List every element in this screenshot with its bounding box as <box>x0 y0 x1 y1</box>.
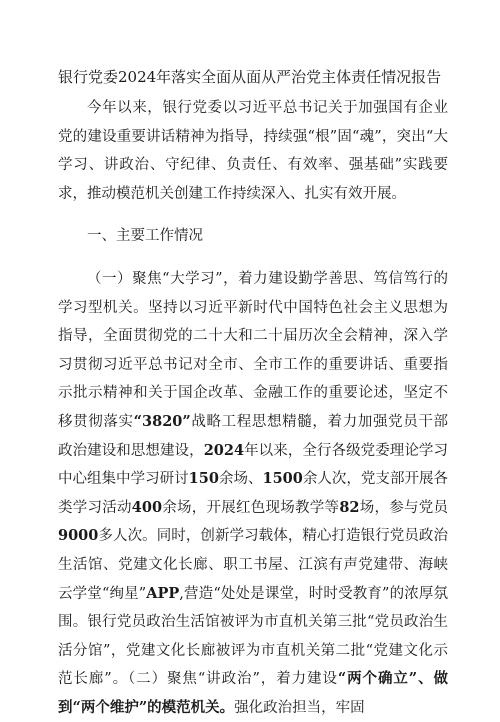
body-bold-text: “3820” <box>133 412 191 430</box>
body-bold-text: 2024 <box>203 441 245 459</box>
document-title: 银行党委2024年落实全面从面从严治党主体责任情况报告 <box>58 68 442 86</box>
body-bold-text: 1500 <box>262 470 303 488</box>
body-text: （一）聚焦“大学习”，着力建设勤学善思、笃信笃行的学习型机关。坚持以习近平新时代中国特色社会主义思想为指导，全面贯彻党的二十大和二十届历次全会精神，深入学习贯彻习近平总书记对全市、全市工作的重要讲话、重要指示批示精神和关于国企改革、金融工作的重要论述，坚定不移贯彻落实 <box>58 270 448 430</box>
body-text: 战略工程思想精髓，着力加强党员干部政治建设和思想建设， <box>58 413 448 459</box>
body-bold-text: 150 <box>188 470 219 488</box>
body-bold-text: APP <box>146 584 180 602</box>
body-bold-text: “两个确立”、做到“两个维护”的模范机关。 <box>58 670 448 716</box>
body-bold-text: 82 <box>339 498 360 516</box>
body-text: ,营造“处处是课堂，时时受教育”的浓厚氛围。银行党员政治生活馆被评为市直机关第三批“党员政治生活分馆”，党建文化长廊被评为市直机关第二批“党建文化示范长廊”。（二）聚焦“讲政治”，着力建设 <box>58 585 449 688</box>
body-text: 余场，开展红色现场教学等 <box>162 499 340 516</box>
body-text: 年以来，全行各级党委理论学习中心组集中学习研讨 <box>58 442 449 488</box>
body-bold-text: 400 <box>131 498 163 516</box>
section-heading: 一、主要工作情况 <box>87 228 203 245</box>
body-text: 余人次，党支部开展各类学习活动 <box>58 471 448 516</box>
body-text: 场，参与党员 <box>359 499 449 516</box>
body-text: 余场、 <box>218 471 263 488</box>
body-text: 强化政治担当，牢固 <box>234 699 365 716</box>
body-text: 多人次。同时，创新学习载体，精心打造银行党员政治生活馆、党建文化长廊、职工书屋、江滨有声党建带、海峡云学堂“绚星” <box>58 528 448 602</box>
body-bold-text: 9000 <box>58 527 99 545</box>
body-paragraph <box>58 265 448 722</box>
intro-paragraph: 今年以来，银行党委以习近平总书记关于加强国有企业党的建设重要讲话精神为指导，持续强“根”固“魂”，突出“大学习、讲政治、守纪律、负责任、有效率、强基础”实践要求，推动模范机关创建工作持续深入、扎实有效开展。 <box>58 100 448 202</box>
